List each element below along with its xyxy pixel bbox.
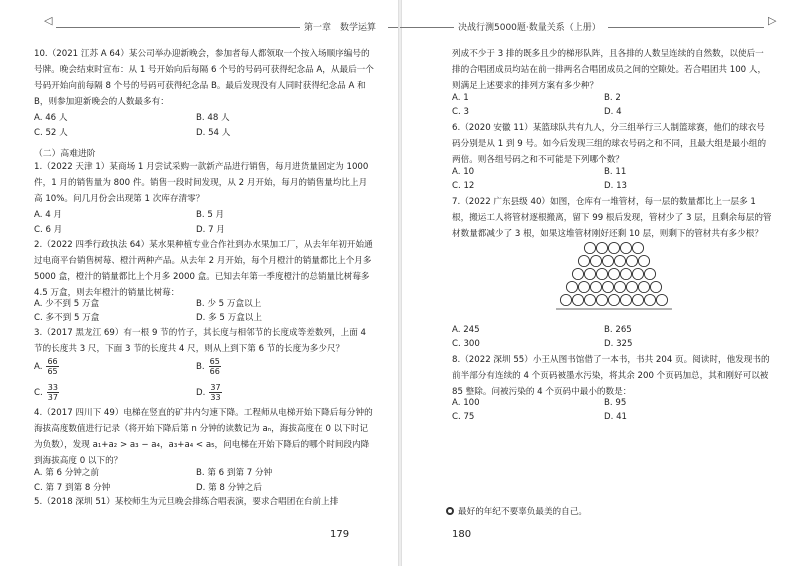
question-5-continued: 列成不少于 3 排的既多且少的梯形队阵，且各排的人数呈连续的自然数，以使后一排的合唱团成员均站在前一排两名合唱团成员之间的空隙处。若合唱团共 100 人，则满足上述要求的排列方案有多少种？ (452, 49, 767, 91)
pipe-circle (566, 281, 577, 292)
q3-option-c: C. $\frac{33}{37}$ (34, 383, 58, 402)
page-number: 179 (330, 529, 350, 540)
q3-option-b: B. $\frac{65}{66}$ (196, 357, 220, 376)
fraction: $\frac{37}{33}$ (210, 383, 221, 402)
q4-option-c: C. 第 7 到第 8 分钟 (34, 483, 111, 493)
pipe-circle (578, 255, 589, 266)
pipe-circle (644, 268, 655, 279)
question-2: 2.（2022 四季行政执法 64）某水果种植专业合作社到办水果加工厂，从去年年初开始通过电商平台销售树莓、橙汁两种产品。从去年 2 月开始，每个月橙汁的销量都比上个月多 5000 盒，橙汁的销量都比上个月多 2000 盒。已知去年第一季度橙汁的总销量比树莓多 4.5 万盒，则去年橙汁的销量比树莓： (34, 240, 373, 298)
corner-triangle-icon: ◁ (44, 14, 53, 27)
q6-option-b: B. 11 (604, 167, 627, 177)
question-1: 1.（2022 天津 1）某商场 1 月尝试采购一款新产品进行销售，每月进货量固定为 1000 件，1 月的销售量为 800 件。销售一段时间发现，从 2 月开始，每月的销售量均比上月高 10%。问几月份会出现第 1 次库存清零？ (34, 162, 369, 204)
pipe-circle (614, 255, 625, 266)
q10-option-d: D. 54 人 (196, 128, 231, 138)
fraction: $\frac{33}{37}$ (47, 383, 58, 402)
q8-option-d: D. 41 (604, 412, 628, 422)
pipe-circle (614, 281, 625, 292)
right-header: 决战行测5000题·数量关系（上册） (458, 23, 601, 33)
q2-option-a: A. 少不到 5 万盒 (34, 299, 100, 309)
pipe-circle (626, 255, 637, 266)
pipe-circle (584, 242, 595, 253)
question-4: 4.（2017 四川下 49）电梯在竖直的矿井内匀速下降。工程师从电梯开始下降后每分钟的海拔高度数值进行记录（将开始下降后第 n 分钟的读数记为 aₙ，海拔高度在 0 以下时记为负数），发现 a₁+a₂ > a₃ − a₄，a₃+a₄ < a₅，问电梯在开始下降后的哪个时间段内降到海拔高度 0 以下的？ (34, 408, 373, 466)
pipe-circle (590, 281, 601, 292)
pipe-circle (572, 268, 583, 279)
q10-option-a: A. 46 人 (34, 113, 68, 123)
header-rule (56, 27, 300, 28)
pipe-circle (590, 255, 601, 266)
pipe-circle (638, 281, 649, 292)
question-6: 6.（2020 安徽 11）某篮球队共有九人，分三组举行三人制篮球赛，他们的球衣号码分别是从 1 到 9 号。如今后发现三组的球衣号码之和不同，且最大组是最小组的两倍。则各组号码之和不可能是下列哪个数？ (452, 123, 767, 165)
pipe-stack-figure (552, 238, 676, 310)
pipe-circle (560, 294, 571, 305)
q1-option-b: B. 5 月 (196, 210, 225, 220)
pipe-circle (650, 281, 661, 292)
q4-option-a: A. 第 6 分钟之前 (34, 468, 100, 478)
q8-option-a: A. 100 (452, 398, 480, 408)
header-rule (400, 27, 454, 28)
section-title: （二）高难进阶 (34, 149, 96, 159)
pipe-circle (596, 294, 607, 305)
q7-option-c: C. 300 (452, 339, 480, 349)
fraction: $\frac{65}{66}$ (209, 357, 220, 376)
motto-bullet-icon (446, 507, 454, 515)
question-10: 10.（2021 江苏 A 64）某公司举办迎新晚会，参加者每人都领取一个按入场顺序编号的号牌。晚会结束时宣布：从 1 号开始向后每隔 6 个号的号码可获得纪念品 A，从最后一个号码开始向前每隔 8 个号的号码可获得纪念品 B。最后发现没有人同时获得纪念品 A 和 B，则参加迎新晚会的人数最多有： (34, 49, 374, 107)
header-rule (608, 27, 764, 28)
q1-option-a: A. 4 月 (34, 210, 62, 220)
pipe-circle (596, 268, 607, 279)
q2-option-d: D. 多 5 万盒以上 (196, 313, 262, 323)
q5-option-b: B. 2 (604, 93, 621, 103)
page-number: 180 (452, 529, 472, 540)
q6-option-a: A. 10 (452, 167, 475, 177)
pipe-circle (608, 268, 619, 279)
question-7: 7.（2022 广东县级 40）如图，仓库有一堆管材，每一层的数量都比上一层多 1 根，搬运工人将管材逐根搬离，留下 99 根后发现，管材少了 3 层，且剩余每层的管材数量都减少了 3 根，如果这堆管材刚好还剩 10 层，则剩下的管材共有多少根？ (452, 197, 772, 239)
q1-option-c: C. 6 月 (34, 225, 63, 235)
pipe-circle (620, 294, 631, 305)
pipe-circle (602, 255, 613, 266)
q3-option-a: A. $\frac{66}{65}$ (34, 357, 58, 376)
pipe-circle (584, 294, 595, 305)
pipe-circle (656, 294, 667, 305)
q5-option-d: D. 4 (604, 107, 622, 117)
q2-option-c: C. 多不到 5 万盒 (34, 313, 100, 323)
q8-option-b: B. 95 (604, 398, 627, 408)
left-header: 第一章 数学运算 (304, 23, 377, 33)
q3-option-d: D. $\frac{37}{33}$ (196, 383, 221, 402)
q7-option-b: B. 265 (604, 325, 632, 335)
question-8: 8.（2022 深圳 55）小王从图书馆借了一本书，书共 204 页。阅读时，他发现书的前半部分有连续的 4 个页码被墨水污染，将其余 200 个页码加总，其和刚好可以被 85 整除。问被污染的 4 个页码中最小的数是： (452, 355, 770, 397)
pipe-circle (596, 242, 607, 253)
pipe-circle (638, 255, 649, 266)
question-3: 3.（2017 黑龙江 69）有一根 9 节的竹子，其长度与相邻节的长度成等差数列，上面 4 节的长度共 3 尺，下面 3 节的长度共 4 尺，则从上到下第 6 节的长度为多少尺？ (34, 328, 367, 354)
pipe-circle (584, 268, 595, 279)
pipe-circle (620, 242, 631, 253)
pipe-circle (632, 268, 643, 279)
pipe-circle (608, 294, 619, 305)
q6-option-d: D. 13 (604, 181, 628, 191)
pipe-circle (632, 294, 643, 305)
q7-option-a: A. 245 (452, 325, 480, 335)
pipe-circle (632, 242, 643, 253)
pipe-circle (644, 294, 655, 305)
fraction: $\frac{66}{65}$ (47, 357, 58, 376)
q4-option-d: D. 第 8 分钟之后 (196, 483, 262, 493)
q4-option-b: B. 第 6 到第 7 分钟 (196, 468, 273, 478)
q6-option-c: C. 12 (452, 181, 475, 191)
corner-triangle-icon: ▷ (768, 14, 777, 27)
question-5: 5.（2018 深圳 51）某校师生为元旦晚会排练合唱表演，要求合唱团在台前上排 (34, 497, 339, 507)
q5-option-c: C. 3 (452, 107, 469, 117)
q2-option-b: B. 少 5 万盒以上 (196, 299, 262, 309)
pipe-circle (572, 294, 583, 305)
pipe-circle (626, 281, 637, 292)
q5-option-a: A. 1 (452, 93, 469, 103)
pipe-circle (602, 281, 613, 292)
pipe-circle (608, 242, 619, 253)
q1-option-d: D. 7 月 (196, 225, 225, 235)
q8-option-c: C. 75 (452, 412, 475, 422)
motto: 最好的年纪不要辜负最美的自己。 (458, 507, 587, 517)
q10-option-b: B. 48 人 (196, 113, 230, 123)
q10-option-c: C. 52 人 (34, 128, 68, 138)
q7-option-d: D. 325 (604, 339, 633, 349)
pipe-circle (620, 268, 631, 279)
pipe-circle (578, 281, 589, 292)
